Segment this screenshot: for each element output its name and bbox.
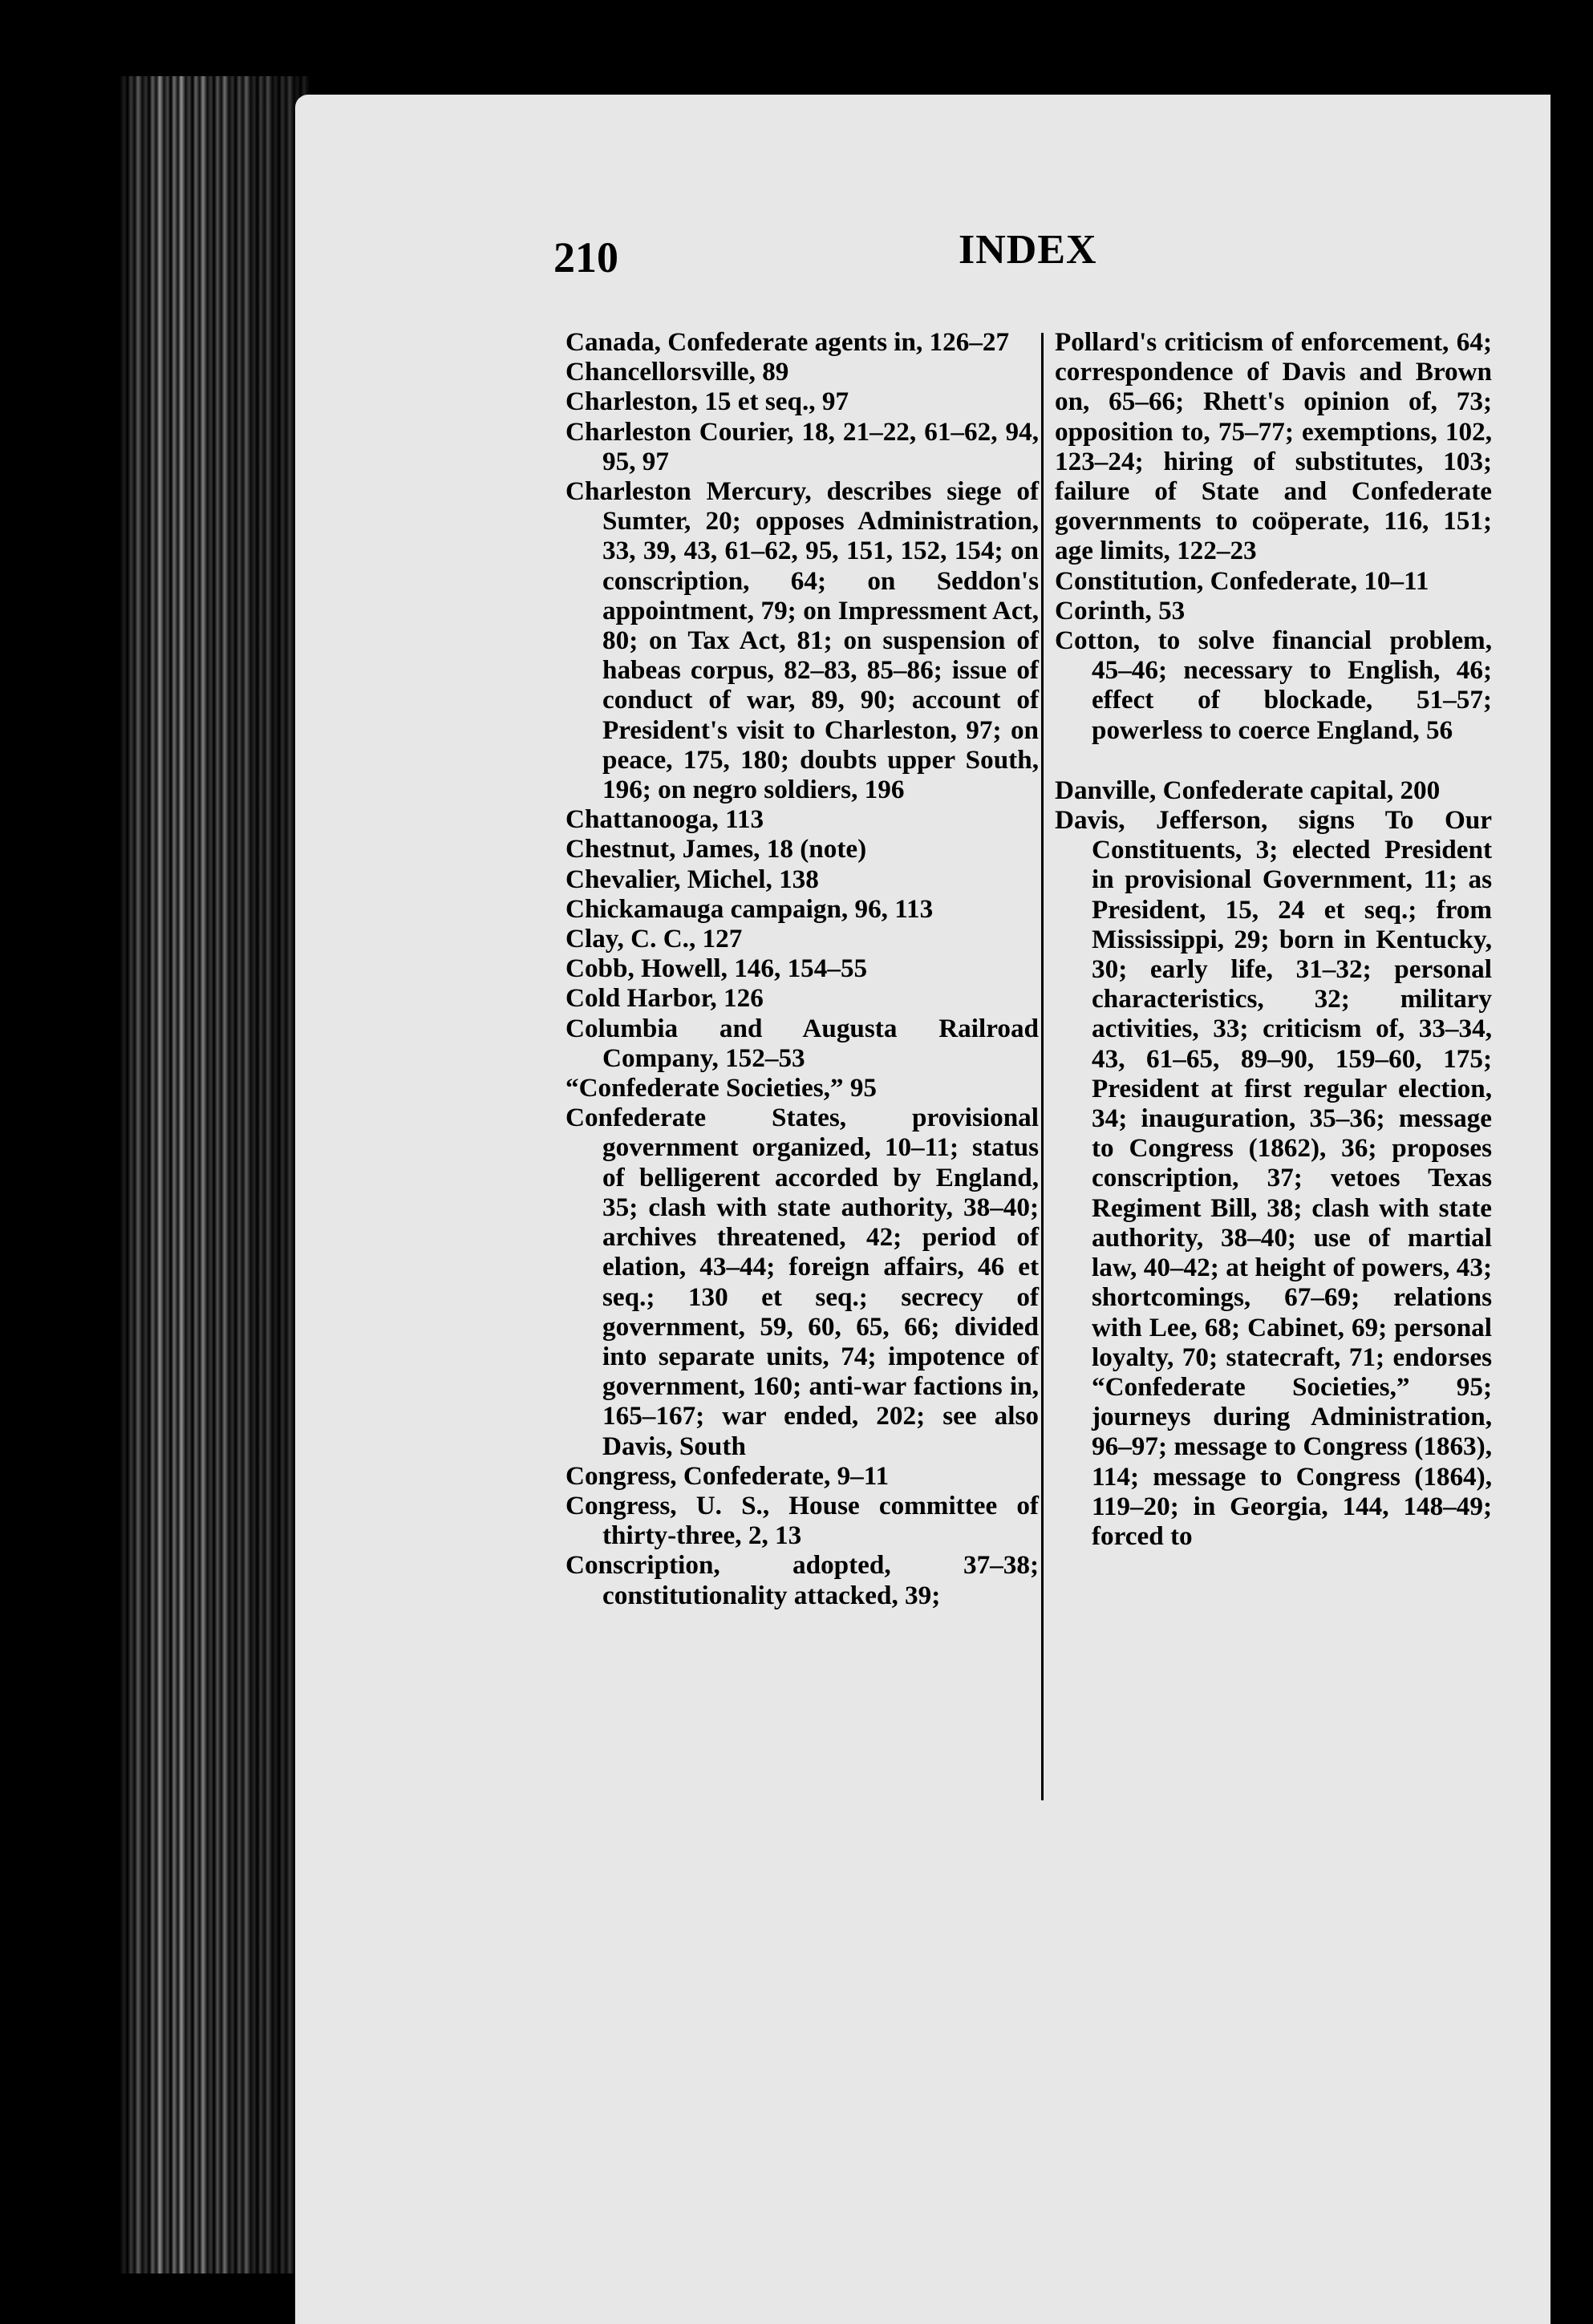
index-entry-continuation: Pollard's criticism of enforcement, 64; correspondence of Davis and Brown on, 65–66; Rhett's opinion of, 73; opposition to, 75–77; exemptions, 102, 123–24; hiring of substitutes, 103; failure of State and Confederate governments to coöperate, 116, 151; age limits, 122–23: [1055, 327, 1492, 566]
index-entry: Columbia and Augusta Railroad Company, 152–53: [565, 1013, 1039, 1073]
index-entry: Clay, C. C., 127: [565, 924, 743, 954]
index-column-left: [565, 327, 1039, 1610]
index-entry: Charleston, 15 et seq., 97: [565, 387, 849, 417]
index-entry: Canada, Confederate agents in, 126–27: [565, 327, 1010, 357]
running-head: INDEX: [959, 227, 1097, 273]
index-entry: Davis, Jefferson, signs To Our Constituents, 3; elected President in provisional Government, 11; as President, 15, 24 et seq.; from Mississippi, 29; born in Kentucky, 30; early life, 31–32; personal characteristics, 32; military activities, 33; criticism of, 33–34, 43, 61–65, 89–90, 159–60, 175; President at first regular election, 34; inauguration, 35–36; message to Congress (1862), 36; proposes conscription, 37; vetoes Texas Regiment Bill, 38; clash with state authority, 38–40; use of martial law, 40–42; at height of powers, 43; shortcomings, 67–69; relations with Lee, 68; Cabinet, 69; personal loyalty, 70; statecraft, 71; endorses “Confederate Societies,” 95; journeys during Administration, 96–97; message to Congress (1863), 114; message to Congress (1864), 119–20; in Georgia, 144, 148–49; forced to: [1055, 805, 1492, 1551]
index-entry: Chestnut, James, 18 (note): [565, 834, 867, 864]
index-entry: Congress, U. S., House committee of thirty-three, 2, 13: [565, 1490, 1039, 1551]
index-entry: “Confederate Societies,” 95: [565, 1073, 878, 1103]
index-entry: Charleston Mercury, describes siege of Sumter, 20; opposes Administration, 33, 39, 43, 61–62, 95, 151, 152, 154; on conscription, 64; on Seddon's appointment, 79; on Impressment Act, 80; on Tax Act, 81; on suspension of habeas corpus, 82–83, 85–86; issue of conduct of war, 89, 90; account of President's visit to Charleston, 97; on peace, 175, 180; doubts upper South, 196; on negro soldiers, 196: [565, 476, 1039, 805]
index-column-right: [1055, 327, 1492, 1551]
index-entry: Cobb, Howell, 146, 154–55: [565, 953, 868, 984]
index-entry: Danville, Confederate capital, 200: [1055, 775, 1441, 805]
index-entry: Chickamauga campaign, 96, 113: [565, 893, 934, 924]
index-entry: Chevalier, Michel, 138: [565, 864, 819, 894]
index-entry: Cotton, to solve financial problem, 45–46; necessary to English, 46; effect of blockade, 51–57; powerless to coerce England, 56: [1055, 626, 1492, 745]
column-divider: [1041, 333, 1044, 1800]
index-entry: Congress, Confederate, 9–11: [565, 1460, 890, 1491]
index-entry: Cold Harbor, 126: [565, 983, 764, 1014]
page-number: 210: [553, 233, 618, 281]
spine-shadow: [120, 76, 309, 2273]
index-entry: Constitution, Confederate, 10–11: [1055, 565, 1429, 596]
index-entry: Chattanooga, 113: [565, 804, 764, 835]
page-header: [553, 227, 1107, 297]
index-entry: Confederate States, provisional government organized, 10–11; status of belligerent accorded by England, 35; clash with state authority, 38–40; archives threatened, 42; period of elation, 43–44; foreign affairs, 46 et seq.; 130 et seq.; secrecy of government, 59, 60, 65, 66; divided into separate units, 74; impotence of government, 160; anti-war factions in, 165–167; war ended, 202; see also Davis, South: [565, 1103, 1039, 1461]
index-entry: Charleston Courier, 18, 21–22, 61–62, 94, 95, 97: [565, 416, 1039, 476]
index-entry: Corinth, 53: [1055, 595, 1186, 626]
index-entry: Conscription, adopted, 37–38; constitutionality attacked, 39;: [565, 1550, 1039, 1610]
index-entry: Chancellorsville, 89: [565, 357, 789, 387]
